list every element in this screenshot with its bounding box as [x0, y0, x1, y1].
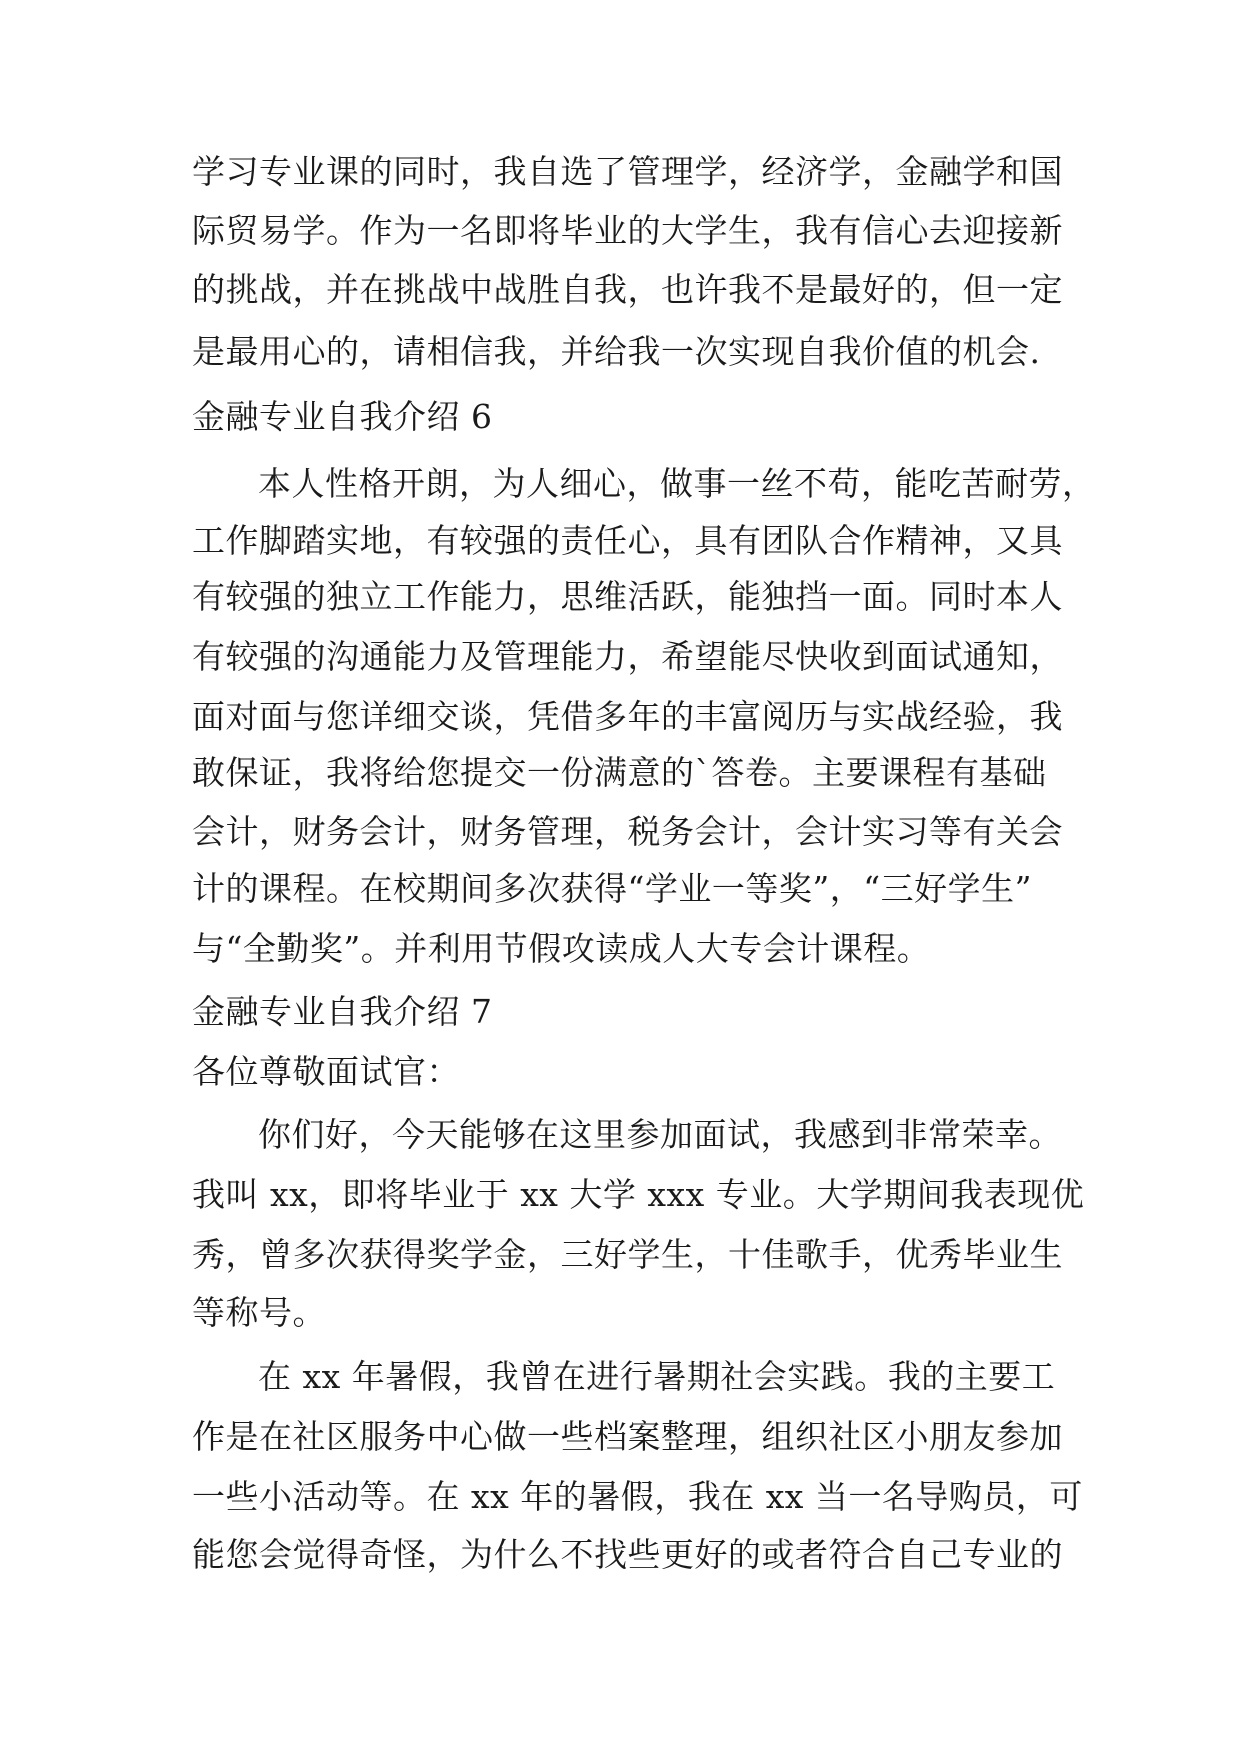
text-line: 与“全勤奖”。并利用节假攻读成人大专会计课程。 [192, 929, 931, 968]
text-line: 计的课程。在校期间多次获得“学业一等奖”，“三好学生” [192, 869, 1032, 908]
text-line: 有较强的沟通能力及管理能力，希望能尽快收到面试通知， [192, 637, 1063, 676]
salutation: 各位尊敬面试官： [192, 1052, 460, 1091]
text-line: 等称号。 [192, 1293, 326, 1332]
paragraph-first-line: 在 xx 年暑假，我曾在进行暑期社会实践。我的主要工 [258, 1357, 1056, 1396]
text-line: 我叫 xx，即将毕业于 xx 大学 xxx 专业。大学期间我表现优 [192, 1175, 1085, 1214]
paragraph-first-line: 你们好，今天能够在这里参加面试，我感到非常荣幸。 [258, 1115, 1062, 1154]
text-line: 是最用心的，请相信我，并给我一次实现自我价值的机会. [192, 332, 1041, 371]
text-line: 有较强的独立工作能力，思维活跃，能独挡一面。同时本人 [192, 577, 1063, 616]
text-line: 作是在社区服务中心做一些档案整理，组织社区小朋友参加 [192, 1417, 1063, 1456]
text-line: 学习专业课的同时，我自选了管理学，经济学，金融学和国 [192, 152, 1063, 191]
section-heading: 金融专业自我介绍 7 [192, 992, 493, 1031]
text-line: 面对面与您详细交谈，凭借多年的丰富阅历与实战经验，我 [192, 697, 1063, 736]
text-line: 的挑战，并在挑战中战胜自我，也许我不是最好的，但一定 [192, 270, 1063, 309]
text-line: 秀，曾多次获得奖学金，三好学生，十佳歌手，优秀毕业生 [192, 1235, 1063, 1274]
text-line: 际贸易学。作为一名即将毕业的大学生，我有信心去迎接新 [192, 211, 1063, 250]
text-line: 会计，财务会计，财务管理，税务会计，会计实习等有关会 [192, 812, 1063, 851]
text-line: 一些小活动等。在 xx 年的暑假，我在 xx 当一名导购员，可 [192, 1477, 1083, 1516]
text-line: 工作脚踏实地，有较强的责任心，具有团队合作精神，又具 [192, 521, 1063, 560]
section-heading: 金融专业自我介绍 6 [192, 397, 493, 436]
paragraph-first-line: 本人性格开朗，为人细心，做事一丝不苟，能吃苦耐劳， [258, 464, 1096, 503]
text-line: 敢保证，我将给您提交一份满意的`答卷。主要课程有基础 [192, 753, 1047, 792]
text-line: 能您会觉得奇怪，为什么不找些更好的或者符合自己专业的 [192, 1535, 1063, 1574]
